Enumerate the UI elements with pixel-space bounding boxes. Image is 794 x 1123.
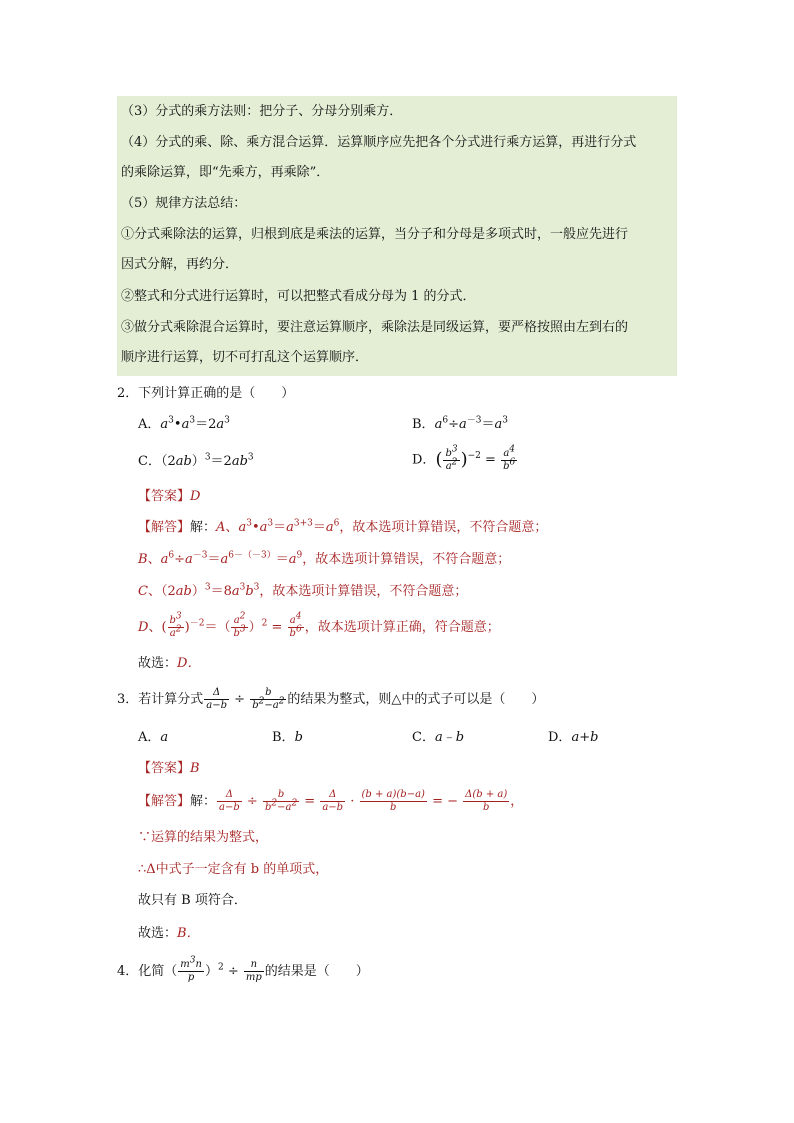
q3-solution-lead: 解： xyxy=(190,794,217,809)
q3-stem-prefix: 3．若计算分式 xyxy=(117,692,204,707)
q3-conclusion-lead: 故选： xyxy=(138,926,178,941)
tip-2: ②整式和分式进行运算时，可以把整式看成分母为 1 的分式． xyxy=(121,289,476,304)
q2-solution-d: D、( $\frac{b^3}{a^2}$ )$^{-2}$＝（ $\frac{a^2}{b^3}$ ）$^2$ = $\frac{a^4}{b^6}$ ，故本选项计算正确，符合题意； xyxy=(138,611,500,639)
q3-conclusion xyxy=(138,924,200,944)
q3-option-b: B．b xyxy=(272,730,303,745)
q3-answer xyxy=(138,759,200,779)
tip-1-line-2: 因式分解，再约分． xyxy=(121,257,239,272)
q3-option-c: C．a﹣b xyxy=(412,730,465,745)
q2-option-a: A．$a^3•a^3=2a^3$ xyxy=(138,415,230,432)
rule-3: （3）分式的乘方法则：把分子、分母分别乘方． xyxy=(121,104,403,119)
q2-conclusion-lead: 故选： xyxy=(138,656,178,671)
q4-stem-suffix: 的结果是（ ） xyxy=(264,964,369,979)
q2-verdict-b: ，故本选项计算错误，不符合题意； xyxy=(302,552,511,567)
q2-stem: 2．下列计算正确的是（ ） xyxy=(117,386,295,401)
q2-option-d: D．( $\frac{b^3}{a^2}$ )$^{-2}$ = $\frac{a^4}{b^6}$ xyxy=(412,444,516,472)
rule-4-line-2: 的乘除运算，即“先乘方，再乘除”． xyxy=(121,165,330,180)
q3-option-a: A．a xyxy=(138,730,169,745)
q2-conclusion xyxy=(138,654,200,674)
q3-stem: 3．若计算分式 $\frac{\Delta}{a-b}$ ÷ $\frac{b}{b^2-a^2}$ 的结果为整式，则△中的式子可以是（ ） xyxy=(117,687,545,711)
q3-therefore: ∴Δ中式子一定含有 b 的单项式， xyxy=(138,862,329,877)
q3-only-b: 故只有 B 项符合． xyxy=(138,893,247,908)
q2-option-c: C．$(2ab)^3=2ab^3$ xyxy=(138,452,254,469)
q2-solution-lead: 解： xyxy=(190,520,217,535)
tip-1-line-1: ①分式乘除法的运算，归根到底是乘法的运算，当分子和分母是多项式时，一般应先进行 xyxy=(121,227,629,242)
q3-answer-label: 【答案】 xyxy=(138,761,191,776)
q3-option-d: D．a+b xyxy=(548,730,599,745)
q2-conclusion-value: D． xyxy=(177,656,201,671)
q2-verdict-d: ，故本选项计算正确，符合题意； xyxy=(304,620,500,635)
q3-stem-suffix: 的结果为整式，则△中的式子可以是（ ） xyxy=(287,692,545,707)
q2-solution-label: 【解答】 xyxy=(138,520,191,535)
rule-4-line-1: （4）分式的乘、除、乘方混合运算．运算顺序应先把各个分式进行乘方运算，再进行分式 xyxy=(121,135,637,150)
q2-solution-a: 【解答】解：A、$a^3•a^3=a^{3+3}=a^6$，故本选项计算错误，不符合题意； xyxy=(138,518,548,535)
q2-answer xyxy=(138,487,200,507)
q2-solution-b: B、$a^6\div a^{-3}=a^{6-(-3)}=a^9$，故本选项计算错误，不符合题意； xyxy=(138,550,511,567)
q2-answer-value: D xyxy=(190,489,201,504)
q2-option-b: B．$a^6\div a^{-3}=a^3$ xyxy=(412,415,508,432)
q3-because: ∵运算的结果为整式， xyxy=(138,830,269,845)
tip-3-line-1: ③做分式乘除混合运算时，要注意运算顺序，乘除法是同级运算，要严格按照由左到右的 xyxy=(121,320,629,335)
q2-answer-label: 【答案】 xyxy=(138,489,191,504)
q3-solution-label: 【解答】 xyxy=(138,794,191,809)
q3-answer-value: B xyxy=(190,761,200,776)
q2-verdict-c: ，故本选项计算错误，不符合题意； xyxy=(259,584,468,599)
q4-stem: 4．化简（ $\frac{m^3n}{p}$ ）$^2$ ÷ $\frac{n}{mp}$ 的结果是（ ） xyxy=(117,955,369,983)
q2-solution-c: C、$(2ab)^3=8a^3b^3$，故本选项计算错误，不符合题意； xyxy=(138,582,468,599)
tip-3-line-2: 顺序进行运算，切不可打乱这个运算顺序． xyxy=(121,350,369,365)
q2-verdict-a: ，故本选项计算错误，不符合题意； xyxy=(339,520,548,535)
rule-5-title: （5）规律方法总结： xyxy=(121,196,247,211)
q4-stem-prefix: 4．化简（ xyxy=(117,964,178,979)
q3-conclusion-value: B． xyxy=(177,926,200,941)
q3-solution-formula: 【解答】解： $\frac{\Delta}{a-b}$ ÷ $\frac{b}{b^2-a^2}$ = $\frac{\Delta}{a-b}$ · $\frac{(b + a)(b-a)}{b}$ = − $\frac{\Delta(b + a)}{b}$ ， xyxy=(138,789,524,813)
